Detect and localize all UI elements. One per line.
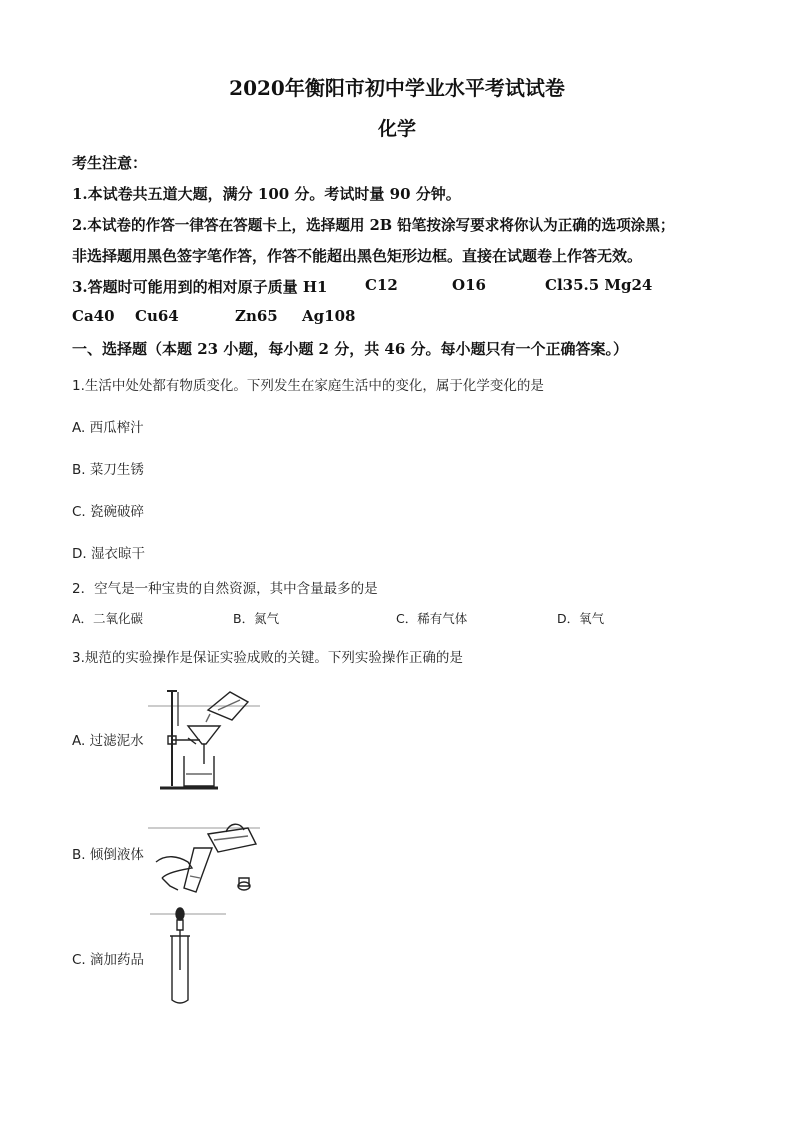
question-2-option-a[interactable]: A．二氧化碳 — [72, 611, 144, 626]
mass-o: O16 — [452, 276, 486, 294]
question-3-option-b[interactable]: B. 倾倒液体 — [72, 847, 144, 863]
notice-heading: 考生注意： — [72, 154, 148, 172]
filtration-diagram — [148, 686, 260, 790]
notice-item-3: 3.答题时可能用到的相对原子质量 H1 — [72, 278, 328, 296]
question-2-option-b[interactable]: B．氮气 — [233, 611, 280, 626]
mass-zn: Zn65 — [235, 307, 278, 325]
question-1-option-c[interactable]: C. 瓷碗破碎 — [72, 504, 145, 520]
notice-item-2-line-1: 2.本试卷的作答一律答在答题卡上，选择题用 2B 铅笔按涂写要求将你认为正确的选项涂黑； — [72, 217, 675, 234]
question-1-option-a[interactable]: A. 西瓜榨汁 — [72, 420, 144, 436]
question-1-stem: 1.生活中处处都有物质变化。下列发生在家庭生活中的变化，属于化学变化的是 — [72, 378, 544, 394]
question-1-option-d[interactable]: D. 湿衣晾干 — [72, 546, 145, 562]
subject-title: 化学 — [377, 118, 416, 140]
section-1-heading: 一、选择题（本题 23 小题，每小题 2 分，共 46 分。每小题只有一个正确答案。） — [72, 340, 629, 358]
question-2-option-d[interactable]: D．氧气 — [557, 611, 605, 626]
question-2-stem: 2．空气是一种宝贵的自然资源，其中含量最多的是 — [72, 581, 378, 597]
notice-item-2-line-2: 非选择题用黑色签字笔作答，作答不能超出黑色矩形边框。直接在试题卷上作答无效。 — [72, 247, 643, 265]
mass-ca: Ca40 — [72, 307, 115, 325]
question-3-option-c[interactable]: C. 滴加药品 — [72, 952, 145, 968]
question-2-option-c[interactable]: C．稀有气体 — [396, 611, 468, 626]
exam-title: 2020年衡阳市初中学业水平考试试卷 — [229, 76, 565, 100]
mass-ag: Ag108 — [302, 307, 356, 325]
question-3-option-a[interactable]: A. 过滤泥水 — [72, 733, 144, 749]
mass-cu: Cu64 — [135, 307, 179, 325]
mass-cl-mg: Cl35.5 Mg24 — [545, 276, 653, 294]
notice-item-1: 1.本试卷共五道大题，满分 100 分。考试时量 90 分钟。 — [72, 185, 461, 203]
mass-c: C12 — [365, 276, 398, 294]
question-3-stem: 3.规范的实验操作是保证实验成败的关键。下列实验操作正确的是 — [72, 650, 463, 666]
pouring-liquid-diagram — [148, 818, 260, 896]
dropper-diagram — [150, 906, 226, 1006]
question-1-option-b[interactable]: B. 菜刀生锈 — [72, 462, 144, 478]
